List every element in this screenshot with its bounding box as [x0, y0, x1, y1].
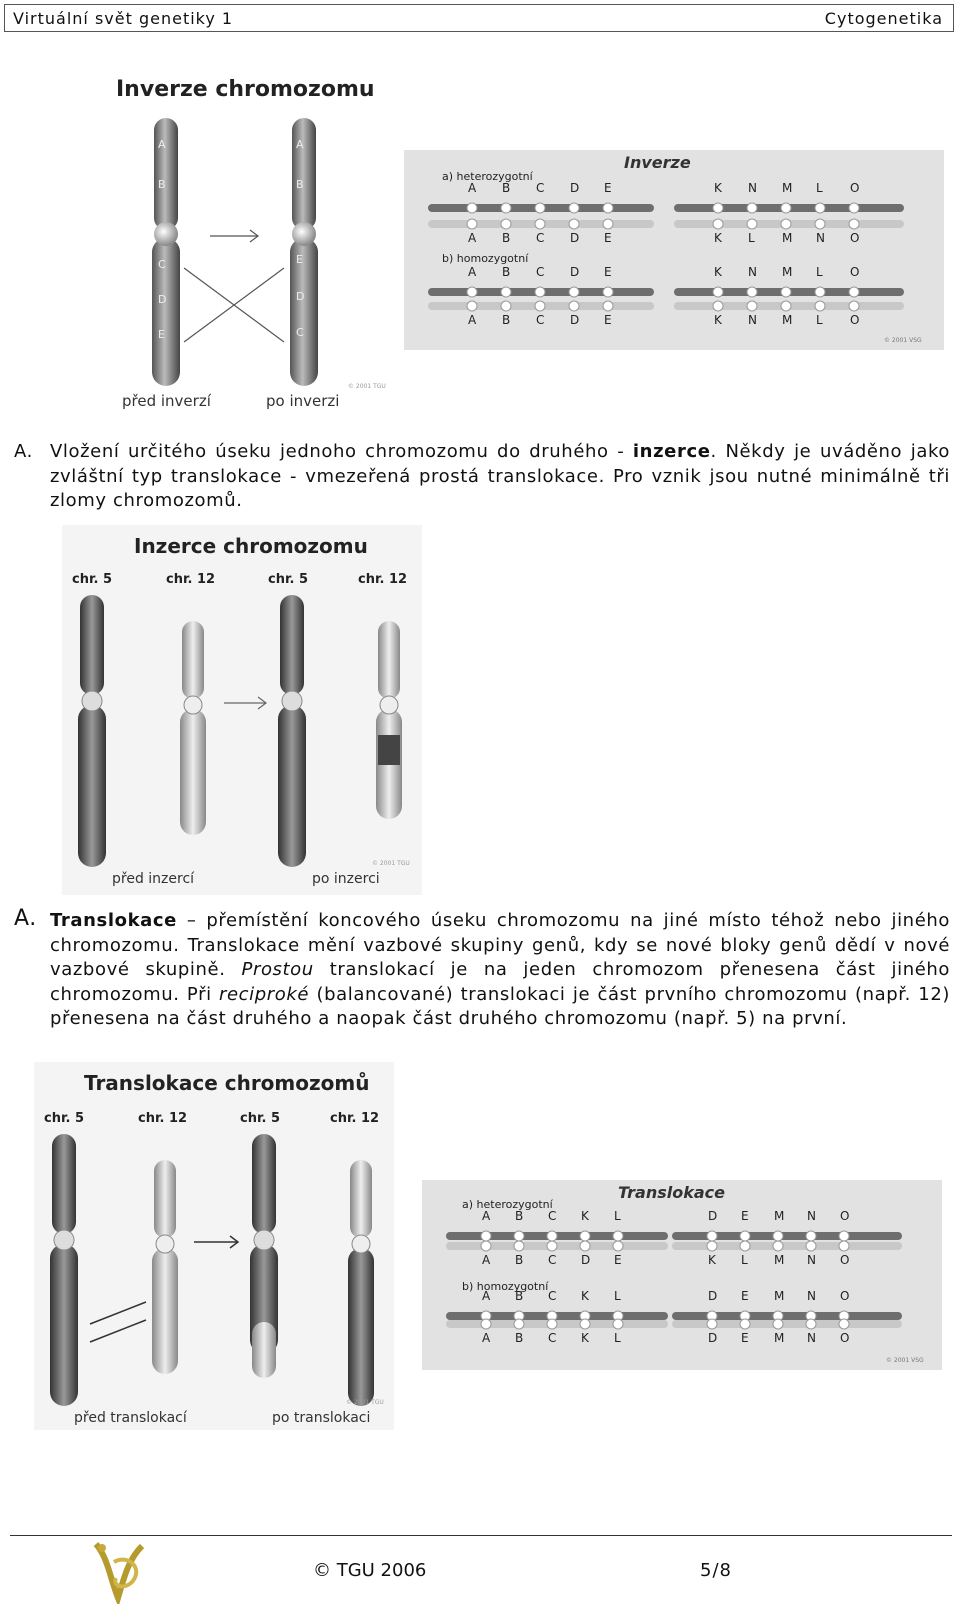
- gene-locus-dot: [514, 1241, 524, 1251]
- gene-locus-dot: [580, 1241, 590, 1251]
- gene-letter-C: C: [548, 1331, 557, 1345]
- fig1-right-letter-E: E: [296, 253, 303, 266]
- gene-letter-N: N: [807, 1253, 816, 1267]
- fig5-copyright: © 2001 VSG: [886, 1357, 924, 1364]
- gene-locus-dot: [535, 301, 545, 311]
- gene-locus-dot: [781, 287, 791, 297]
- gene-locus-dot: [806, 1319, 816, 1329]
- gene-letter-D: D: [570, 181, 580, 195]
- gene-letter-M: M: [774, 1253, 785, 1267]
- fig3-copyright: © 2001 TGU: [372, 860, 410, 867]
- fig2-title: Inverze: [624, 153, 691, 172]
- para2-term: Translokace: [50, 910, 177, 931]
- gene-letter-L: L: [741, 1253, 748, 1267]
- insertion-chromosome-figure: [62, 525, 422, 895]
- gene-locus-dot: [467, 287, 477, 297]
- gene-locus-dot: [815, 219, 825, 229]
- gene-letter-M: M: [774, 1289, 785, 1303]
- page-header: [4, 4, 954, 32]
- gene-locus-dot: [467, 203, 477, 213]
- gene-locus-dot: [501, 203, 511, 213]
- gene-locus-dot: [713, 203, 723, 213]
- gene-letter-E: E: [604, 231, 612, 245]
- gene-locus-dot: [501, 301, 511, 311]
- gene-locus-dot: [747, 219, 757, 229]
- gene-letter-C: C: [536, 265, 545, 279]
- header-section: Cytogenetika: [824, 9, 943, 28]
- gene-locus-dot: [569, 219, 579, 229]
- gene-letter-L: L: [614, 1331, 621, 1345]
- footer-copyright: © TGU 2006: [313, 1560, 427, 1581]
- gene-locus-dot: [707, 1319, 717, 1329]
- gene-locus-dot: [713, 219, 723, 229]
- gene-letter-K: K: [714, 231, 722, 245]
- gene-letter-D: D: [570, 231, 580, 245]
- fig1-left-letter-E: E: [158, 328, 165, 341]
- gene-locus-dot: [569, 287, 579, 297]
- gene-locus-dot: [535, 203, 545, 213]
- fig4-chr-label-3: chr. 5: [240, 1111, 281, 1126]
- gene-locus-dot: [839, 1319, 849, 1329]
- gene-locus-dot: [747, 301, 757, 311]
- gene-letter-E: E: [614, 1253, 622, 1267]
- gene-letter-A: A: [468, 265, 477, 279]
- fig3-after-label: po inzerci: [312, 871, 380, 887]
- fig4-copyright: © 2001 TGU: [346, 1399, 384, 1406]
- chromosome-before: [152, 118, 180, 386]
- gene-letter-E: E: [604, 313, 612, 327]
- gene-letter-K: K: [581, 1209, 589, 1223]
- gene-locus-dot: [501, 219, 511, 229]
- gene-letter-B: B: [502, 181, 511, 195]
- para2-text-c: (balancované) translokaci je část prvního chromozomu (např. 12) přenesena na část druhého a naopak část druhého chromozomu (např. 5) na první.: [50, 983, 950, 1029]
- header-title: Virtuální svět genetiky 1: [13, 9, 234, 28]
- fig2-copyright: © 2001 VSG: [884, 337, 922, 344]
- gene-letter-A: A: [482, 1289, 491, 1303]
- para2-label: A.: [14, 906, 37, 931]
- fig3-chromosome-12-after: [376, 621, 402, 819]
- translocation-gene-panel: [422, 1180, 942, 1370]
- gene-locus-dot: [481, 1241, 491, 1251]
- gene-letter-O: O: [850, 265, 860, 279]
- gene-letter-A: A: [468, 181, 477, 195]
- fig1-right-letter-D: D: [296, 290, 305, 303]
- gene-letter-B: B: [515, 1253, 524, 1267]
- gene-letter-N: N: [748, 265, 757, 279]
- fig1-copyright: © 2001 TGU: [348, 383, 386, 390]
- fig3-chr-label-1: chr. 5: [72, 572, 113, 587]
- gene-letter-D: D: [708, 1331, 718, 1345]
- fig4-chromosome-5-before: [50, 1134, 78, 1406]
- fig4-chromosome-12-before: [152, 1160, 178, 1374]
- fig3-chr-label-4: chr. 12: [358, 572, 408, 587]
- gene-locus-dot: [781, 203, 791, 213]
- fig3-chr-label-2: chr. 12: [166, 572, 216, 587]
- gene-locus-dot: [613, 1231, 623, 1241]
- para2-text-b: translokací je na jeden chromozom přenesena část jiného chromozomu. Při: [50, 959, 951, 1005]
- fig5-hetero-label: a) heterozygotní: [462, 1198, 553, 1211]
- fig1-left-letter-D: D: [158, 293, 167, 306]
- gene-locus-dot: [535, 219, 545, 229]
- gene-letter-L: L: [816, 265, 823, 279]
- gene-locus-dot: [613, 1319, 623, 1329]
- gene-letter-M: M: [774, 1209, 785, 1223]
- gene-locus-dot: [773, 1319, 783, 1329]
- gene-letter-K: K: [708, 1253, 716, 1267]
- fig3-chr-label-3: chr. 5: [268, 572, 309, 587]
- fig1-right-letter-B: B: [296, 178, 304, 191]
- gene-locus-dot: [713, 287, 723, 297]
- gene-locus-dot: [580, 1231, 590, 1241]
- gene-letter-O: O: [840, 1289, 850, 1303]
- gene-locus-dot: [569, 203, 579, 213]
- gene-letter-N: N: [816, 231, 825, 245]
- gene-letter-C: C: [536, 181, 545, 195]
- para2-italic-simple: Prostou: [241, 959, 314, 980]
- gene-letter-E: E: [741, 1331, 749, 1345]
- translocation-chromosome-figure: [34, 1062, 394, 1430]
- gene-letter-A: A: [482, 1253, 491, 1267]
- gene-locus-dot: [747, 203, 757, 213]
- fig1-left-letter-B: B: [158, 178, 166, 191]
- gene-locus-dot: [603, 203, 613, 213]
- gene-letter-C: C: [548, 1209, 557, 1223]
- fig1-left-letter-A: A: [158, 138, 166, 151]
- gene-letter-A: A: [468, 313, 477, 327]
- gene-locus-dot: [707, 1241, 717, 1251]
- gene-locus-dot: [781, 219, 791, 229]
- gene-locus-dot: [603, 301, 613, 311]
- fig3-before-label: před inzercí: [112, 871, 195, 887]
- gene-locus-dot: [781, 301, 791, 311]
- fig4-title: Translokace chromozomů: [84, 1071, 370, 1095]
- gene-letter-E: E: [741, 1209, 749, 1223]
- page-number: 5/8: [700, 1560, 732, 1581]
- para1-body: [50, 440, 950, 514]
- gene-locus-dot: [839, 1241, 849, 1251]
- gene-letter-D: D: [708, 1289, 718, 1303]
- fig4-chr-label-1: chr. 5: [44, 1111, 85, 1126]
- gene-letter-K: K: [581, 1331, 589, 1345]
- gene-locus-dot: [603, 219, 613, 229]
- gene-locus-dot: [501, 287, 511, 297]
- gene-letter-A: A: [482, 1209, 491, 1223]
- gene-letter-K: K: [714, 265, 722, 279]
- gene-letter-L: L: [614, 1209, 621, 1223]
- gene-letter-D: D: [570, 265, 580, 279]
- fig3-chromosome-12-before: [180, 621, 206, 835]
- gene-letter-M: M: [782, 181, 793, 195]
- gene-letter-N: N: [807, 1209, 816, 1223]
- gene-letter-D: D: [570, 313, 580, 327]
- gene-locus-dot: [849, 203, 859, 213]
- gene-letter-E: E: [741, 1289, 749, 1303]
- gene-letter-C: C: [536, 313, 545, 327]
- gene-letter-C: C: [548, 1289, 557, 1303]
- fig4-after-label: po translokaci: [272, 1410, 371, 1426]
- gene-locus-dot: [514, 1319, 524, 1329]
- fig3-chromosome-5-before: [78, 595, 106, 867]
- para1-term: inzerce: [632, 441, 711, 462]
- gene-locus-dot: [481, 1231, 491, 1241]
- fig4-chr-label-4: chr. 12: [330, 1111, 380, 1126]
- gene-locus-dot: [773, 1241, 783, 1251]
- gene-letter-N: N: [807, 1331, 816, 1345]
- gene-locus-dot: [747, 287, 757, 297]
- gene-locus-dot: [535, 287, 545, 297]
- gene-locus-dot: [569, 301, 579, 311]
- fig1-right-letter-A: A: [296, 138, 304, 151]
- gene-locus-dot: [603, 287, 613, 297]
- gene-letter-C: C: [536, 231, 545, 245]
- gene-locus-dot: [815, 301, 825, 311]
- inversion-arrows: [184, 230, 284, 342]
- fig1-after-label: po inverzi: [266, 392, 340, 410]
- gene-locus-dot: [773, 1231, 783, 1241]
- gene-letter-O: O: [850, 181, 860, 195]
- gene-letter-O: O: [840, 1331, 850, 1345]
- translocation-paragraph: [14, 906, 951, 1032]
- gene-letter-L: L: [816, 313, 823, 327]
- gene-locus-dot: [547, 1319, 557, 1329]
- fig4-chromosome-12-after: [348, 1160, 374, 1406]
- fig4-before-label: před translokací: [74, 1410, 187, 1426]
- gene-letter-K: K: [714, 181, 722, 195]
- gene-locus-dot: [849, 301, 859, 311]
- fig5-homo-label: b) homozygotní: [462, 1280, 549, 1293]
- fig2-hetero-label: a) heterozygotní: [442, 170, 533, 183]
- fig5-title: Translokace: [618, 1183, 726, 1202]
- gene-letter-B: B: [515, 1331, 524, 1345]
- gene-letter-D: D: [708, 1209, 718, 1223]
- gene-locus-dot: [514, 1231, 524, 1241]
- fig3-chromosome-5-after: [278, 595, 306, 867]
- fig2-homo-label: b) homozygotní: [442, 252, 529, 265]
- para2-italic-reciprocal: reciproké: [219, 983, 310, 1005]
- gene-locus-dot: [740, 1319, 750, 1329]
- gene-letter-C: C: [548, 1253, 557, 1267]
- gene-locus-dot: [839, 1231, 849, 1241]
- gene-letter-O: O: [850, 231, 860, 245]
- gene-letter-B: B: [515, 1209, 524, 1223]
- gene-letter-L: L: [816, 181, 823, 195]
- chromosome-after: [290, 118, 318, 386]
- gene-letter-K: K: [714, 313, 722, 327]
- inversion-gene-panel: [404, 150, 944, 350]
- gene-locus-dot: [547, 1241, 557, 1251]
- fig1-right-letter-C: C: [296, 326, 304, 339]
- gene-locus-dot: [806, 1231, 816, 1241]
- gene-letter-L: L: [748, 231, 755, 245]
- gene-locus-dot: [613, 1241, 623, 1251]
- para1-text-a: Vložení určitého úseku jednoho chromozomu do druhého -: [50, 441, 633, 462]
- gene-locus-dot: [467, 301, 477, 311]
- gene-letter-M: M: [782, 313, 793, 327]
- gene-letter-E: E: [604, 265, 612, 279]
- fig1-before-label: před inverzí: [122, 392, 211, 410]
- gene-locus-dot: [815, 203, 825, 213]
- gene-letter-N: N: [748, 181, 757, 195]
- fig4-chromosome-5-after: [250, 1134, 278, 1378]
- gene-letter-K: K: [581, 1289, 589, 1303]
- gene-locus-dot: [740, 1241, 750, 1251]
- gene-locus-dot: [849, 287, 859, 297]
- gene-letter-B: B: [502, 231, 511, 245]
- gene-letter-N: N: [807, 1289, 816, 1303]
- gene-letter-A: A: [468, 231, 477, 245]
- gene-letter-B: B: [502, 313, 511, 327]
- gene-letter-O: O: [840, 1253, 850, 1267]
- gene-letter-B: B: [502, 265, 511, 279]
- gene-letter-B: B: [515, 1289, 524, 1303]
- gene-locus-dot: [740, 1231, 750, 1241]
- gene-letter-O: O: [850, 313, 860, 327]
- para1-label: A.: [14, 441, 33, 462]
- insertion-paragraph: [14, 440, 950, 514]
- para2-text-a: – přemístění koncového úseku chromozomu na jiné místo téhož nebo jiného chromozomu. Translokace mění vazbové skupiny genů, kdy se nové bloky genů dědí v nové vazbové skupině.: [50, 910, 950, 980]
- gene-letter-O: O: [840, 1209, 850, 1223]
- vsg-logo: [88, 1538, 158, 1608]
- gene-locus-dot: [806, 1241, 816, 1251]
- gene-letter-M: M: [782, 231, 793, 245]
- gene-letter-N: N: [748, 313, 757, 327]
- gene-locus-dot: [467, 219, 477, 229]
- gene-locus-dot: [481, 1319, 491, 1329]
- gene-letter-M: M: [782, 265, 793, 279]
- gene-letter-E: E: [604, 181, 612, 195]
- gene-locus-dot: [547, 1231, 557, 1241]
- fig1-title: Inverze chromozomu: [116, 77, 375, 102]
- para2-body: [50, 909, 950, 1032]
- para1-text-b: . Někdy je uváděno jako zvláštní typ translokace - vmezeřená prostá translokace. Pro vznik jsou nutné minimálně tři zlomy chromozomů.: [50, 441, 950, 511]
- gene-letter-L: L: [614, 1289, 621, 1303]
- gene-letter-A: A: [482, 1331, 491, 1345]
- gene-locus-dot: [815, 287, 825, 297]
- gene-letter-M: M: [774, 1331, 785, 1345]
- gene-locus-dot: [713, 301, 723, 311]
- inversion-chromosome-figure: [100, 68, 400, 428]
- footer-divider: [10, 1535, 952, 1536]
- gene-locus-dot: [849, 219, 859, 229]
- gene-letter-D: D: [581, 1253, 591, 1267]
- fig1-left-letter-C: C: [158, 258, 166, 271]
- gene-locus-dot: [707, 1231, 717, 1241]
- fig3-title: Inzerce chromozomu: [134, 534, 368, 558]
- gene-locus-dot: [580, 1319, 590, 1329]
- fig4-chr-label-2: chr. 12: [138, 1111, 188, 1126]
